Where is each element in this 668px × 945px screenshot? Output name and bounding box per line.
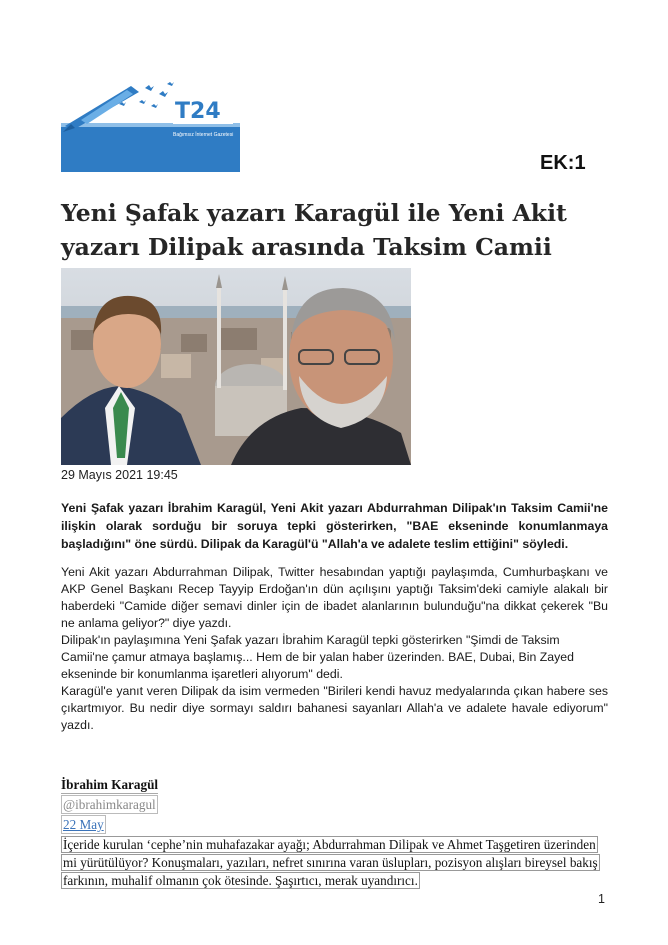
tweet-date-link[interactable]: 22 May — [63, 817, 104, 832]
embedded-tweet — [61, 776, 601, 890]
page-number: 1 — [598, 892, 605, 906]
article-body — [61, 564, 608, 734]
quill-pen-icon — [61, 80, 240, 172]
tweet-text: İçeride kurulan ‘cephe’nin muhafazakar ayağı; Abdurrahman Dilipak ve Ahmet Taşgetiren üzerinden mi yürütülüyor? Konuşmaları, yazıları, nefret sınırına varan üslupları, pozisyon alışları bireysel bakış farkının, muhalif olmanın çok ötesinde. Şaşırtıcı, merak uyandırıcı. — [63, 837, 598, 888]
article-title: Yeni Şafak yazarı Karagül ile Yeni Akit yazarı Dilipak arasında Taksim Camii — [61, 199, 567, 261]
article-paragraph: Yeni Akit yazarı Abdurrahman Dilipak, Twitter hesabından yaptığı paylaşımda, Cumhurbaşkanı ve AKP Genel Başkanı Recep Tayyip Erdoğan'ın dün açılışını yaptığı Taksim'deki camiyle alakalı bir haberdeki "Camide diğer semavi dinler için de ibadet alanlarının bulunduğu"na dikkat çekerek "Bu ne anlama geliyor?" diye yazdı. — [61, 565, 608, 630]
article-lead: Yeni Şafak yazarı İbrahim Karagül, Yeni Akit yazarı Abdurrahman Dilipak'ın Taksim Camii'ne ilişkin olarak sorduğu bir soruya tepki gösterirken, "BAE ekseninde konumlanmaya başladığını" öne sürdü. Dilipak da Karagül'ü "Allah'a ve adalete teslim ettiğini" söyledi. — [61, 501, 608, 551]
logo-text: T24 — [175, 99, 221, 124]
article-date: 29 Mayıs 2021 19:45 — [61, 468, 178, 482]
tweet-handle[interactable]: @ibrahimkaragul — [63, 797, 156, 812]
logo-tagline: Bağımsız İnternet Gazetesi — [173, 132, 234, 138]
article-paragraph: Karagül'e yanıt veren Dilipak da isim vermeden "Birileri kendi havuz medyalarında çıkan habere ses çıkartmıyor. Bu nedir diye sormayı saldırı bahanesi sayanları Allah'a ve adalete havale ediyorum" yazdı. — [61, 684, 608, 732]
tweet-author[interactable]: İbrahim Karagül — [61, 777, 159, 792]
article-photo — [61, 268, 411, 465]
ek-label: EK:1 — [540, 152, 586, 174]
t24-logo[interactable] — [61, 80, 240, 172]
article-paragraph: Dilipak'ın paylaşımına Yeni Şafak yazarı İbrahim Karagül tepki gösterirken "Şimdi de Taksim Camii'ne çamur atmaya başlamış... Hem de bir yalan haber üzerinden. BAE, Dubai, Bin Zayed ekseninde bir konumlanma işaretleri alıyorum" dedi. — [61, 633, 574, 681]
